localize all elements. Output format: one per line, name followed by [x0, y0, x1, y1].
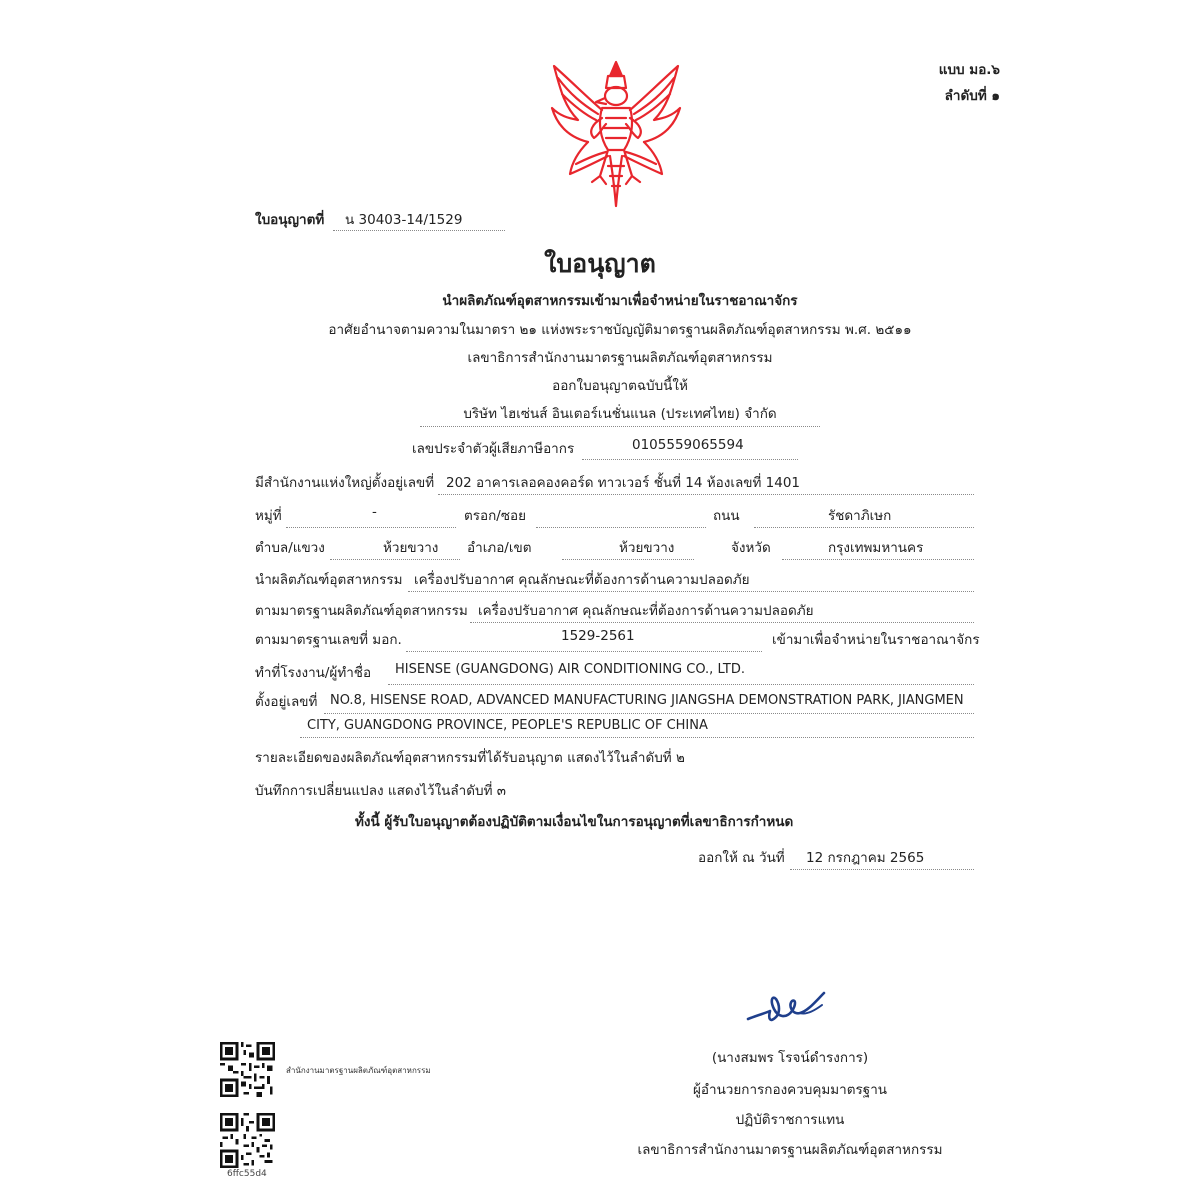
- district-label: อำเภอ/เขต: [467, 540, 532, 556]
- district-underline: [562, 559, 694, 560]
- issued-date-value: 12 กรกฎาคม 2565: [806, 850, 925, 866]
- road-label: ถนน: [713, 508, 740, 524]
- manufacturer-value: HISENSE (GUANGDONG) AIR CONDITIONING CO., LTD.: [395, 662, 745, 677]
- tax-id-underline: [582, 459, 798, 460]
- qr-caption: สำนักงานมาตรฐานผลิตภัณฑ์อุตสาหกรรม: [286, 1066, 431, 1075]
- condition-note: ทั้งนี้ ผู้รับใบอนุญาตต้องปฏิบัติตามเงื่อนไขในการอนุญาตที่เลขาธิการกำหนด: [355, 814, 794, 830]
- import-product-value: เครื่องปรับอากาศ คุณลักษณะที่ต้องการด้านความปลอดภัย: [414, 572, 750, 588]
- issue-line: ออกใบอนุญาตฉบับนี้ให้: [552, 378, 688, 394]
- tis-number-underline: [406, 651, 762, 652]
- form-sequence: ลำดับที่ ๑: [944, 88, 1000, 104]
- garuda-emblem: [548, 58, 684, 210]
- road-underline: [754, 527, 974, 528]
- changes-note: บันทึกการเปลี่ยนแปลง แสดงไว้ในลำดับที่ ๓: [255, 783, 506, 799]
- qr-code-bottom[interactable]: [220, 1113, 275, 1168]
- factory-location-line2: CITY, GUANGDONG PROVINCE, PEOPLE'S REPUBLIC OF CHINA: [307, 718, 708, 733]
- manufacturer-underline: [388, 684, 974, 685]
- road-value: รัชดาภิเษก: [828, 508, 892, 524]
- issuer-line: เลขาธิการสำนักงานมาตรฐานผลิตภัณฑ์อุตสาหกรรม: [467, 350, 773, 366]
- soi-underline: [536, 527, 706, 528]
- tis-number-label: ตามมาตรฐานเลขที่ มอก.: [255, 632, 402, 648]
- factory-location-underline1: [324, 713, 974, 714]
- hq-address-label: มีสำนักงานแห่งใหญ่ตั้งอยู่เลขที่: [255, 475, 435, 491]
- details-note: รายละเอียดของผลิตภัณฑ์อุตสาหกรรมที่ได้รับอนุญาต แสดงไว้ในลำดับที่ ๒: [255, 750, 685, 766]
- import-product-label: นำผลิตภัณฑ์อุตสาหกรรม: [255, 572, 403, 588]
- qr-code-top[interactable]: [220, 1042, 275, 1097]
- district-value: ห้วยขวาง: [619, 540, 675, 556]
- subdistrict-value: ห้วยขวาง: [383, 540, 439, 556]
- issued-date-label: ออกให้ ณ วันที่: [698, 850, 785, 866]
- tis-number-value: 1529-2561: [561, 628, 635, 644]
- company-underline: [420, 426, 820, 427]
- document-subtitle: นำผลิตภัณฑ์อุตสาหกรรมเข้ามาเพื่อจำหน่ายในราชอาณาจักร: [442, 293, 798, 309]
- subdistrict-label: ตำบล/แขวง: [255, 540, 325, 556]
- signature: [740, 985, 840, 1035]
- signatory-office: เลขาธิการสำนักงานมาตรฐานผลิตภัณฑ์อุตสาหกรรม: [637, 1142, 943, 1158]
- licensee-company: บริษัท ไฮเซ่นส์ อินเตอร์เนชั่นแนล (ประเทศไทย) จำกัด: [463, 406, 777, 422]
- license-number-label: ใบอนุญาตที่: [255, 212, 325, 228]
- standard-value: เครื่องปรับอากาศ คุณลักษณะที่ต้องการด้านความปลอดภัย: [478, 603, 814, 619]
- import-product-underline: [408, 591, 974, 592]
- license-number-underline: [333, 230, 505, 231]
- subdistrict-underline: [330, 559, 460, 560]
- qr-code-id: 6ffc55d4: [227, 1169, 267, 1179]
- hq-address-value: 202 อาคารเลอคองคอร์ด ทาวเวอร์ ชั้นที่ 14 ห้องเลขที่ 1401: [446, 475, 800, 491]
- tax-id-label: เลขประจำตัวผู้เสียภาษีอากร: [412, 441, 575, 457]
- factory-location-underline2: [300, 737, 974, 738]
- factory-location-line1: NO.8, HISENSE ROAD, ADVANCED MANUFACTURING JIANGSHA DEMONSTRATION PARK, JIANGMEN: [330, 693, 964, 708]
- soi-label: ตรอก/ซอย: [464, 508, 527, 524]
- hq-address-underline: [438, 494, 974, 495]
- province-value: กรุงเทพมหานคร: [828, 540, 924, 556]
- manufacturer-label: ทำที่โรงงาน/ผู้ทำชื่อ: [255, 665, 372, 681]
- document-title: ใบอนุญาต: [544, 249, 656, 278]
- moo-label: หมู่ที่: [255, 508, 282, 524]
- province-underline: [782, 559, 974, 560]
- license-number-value: น 30403-14/1529: [345, 212, 463, 228]
- signatory-position: ผู้อำนวยการกองควบคุมมาตรฐาน: [692, 1082, 888, 1098]
- standard-label: ตามมาตรฐานผลิตภัณฑ์อุตสาหกรรม: [255, 603, 468, 619]
- form-code: แบบ มอ.๖: [938, 62, 1000, 78]
- moo-underline: [286, 527, 456, 528]
- tax-id-value: 0105559065594: [632, 437, 744, 453]
- moo-value: -: [372, 504, 377, 520]
- tis-number-suffix: เข้ามาเพื่อจำหน่ายในราชอาณาจักร: [772, 632, 980, 648]
- authority-line: อาศัยอำนาจตามความในมาตรา ๒๑ แห่งพระราชบัญญัติมาตรฐานผลิตภัณฑ์อุตสาหกรรม พ.ศ. ๒๕๑๑: [328, 322, 912, 338]
- factory-location-label: ตั้งอยู่เลขที่: [255, 694, 318, 710]
- standard-underline: [470, 622, 974, 623]
- signatory-name: (นางสมพร โรจน์ดำรงการ): [711, 1050, 869, 1066]
- province-label: จังหวัด: [731, 540, 771, 556]
- issued-date-underline: [790, 869, 974, 870]
- signatory-acting: ปฏิบัติราชการแทน: [735, 1112, 845, 1128]
